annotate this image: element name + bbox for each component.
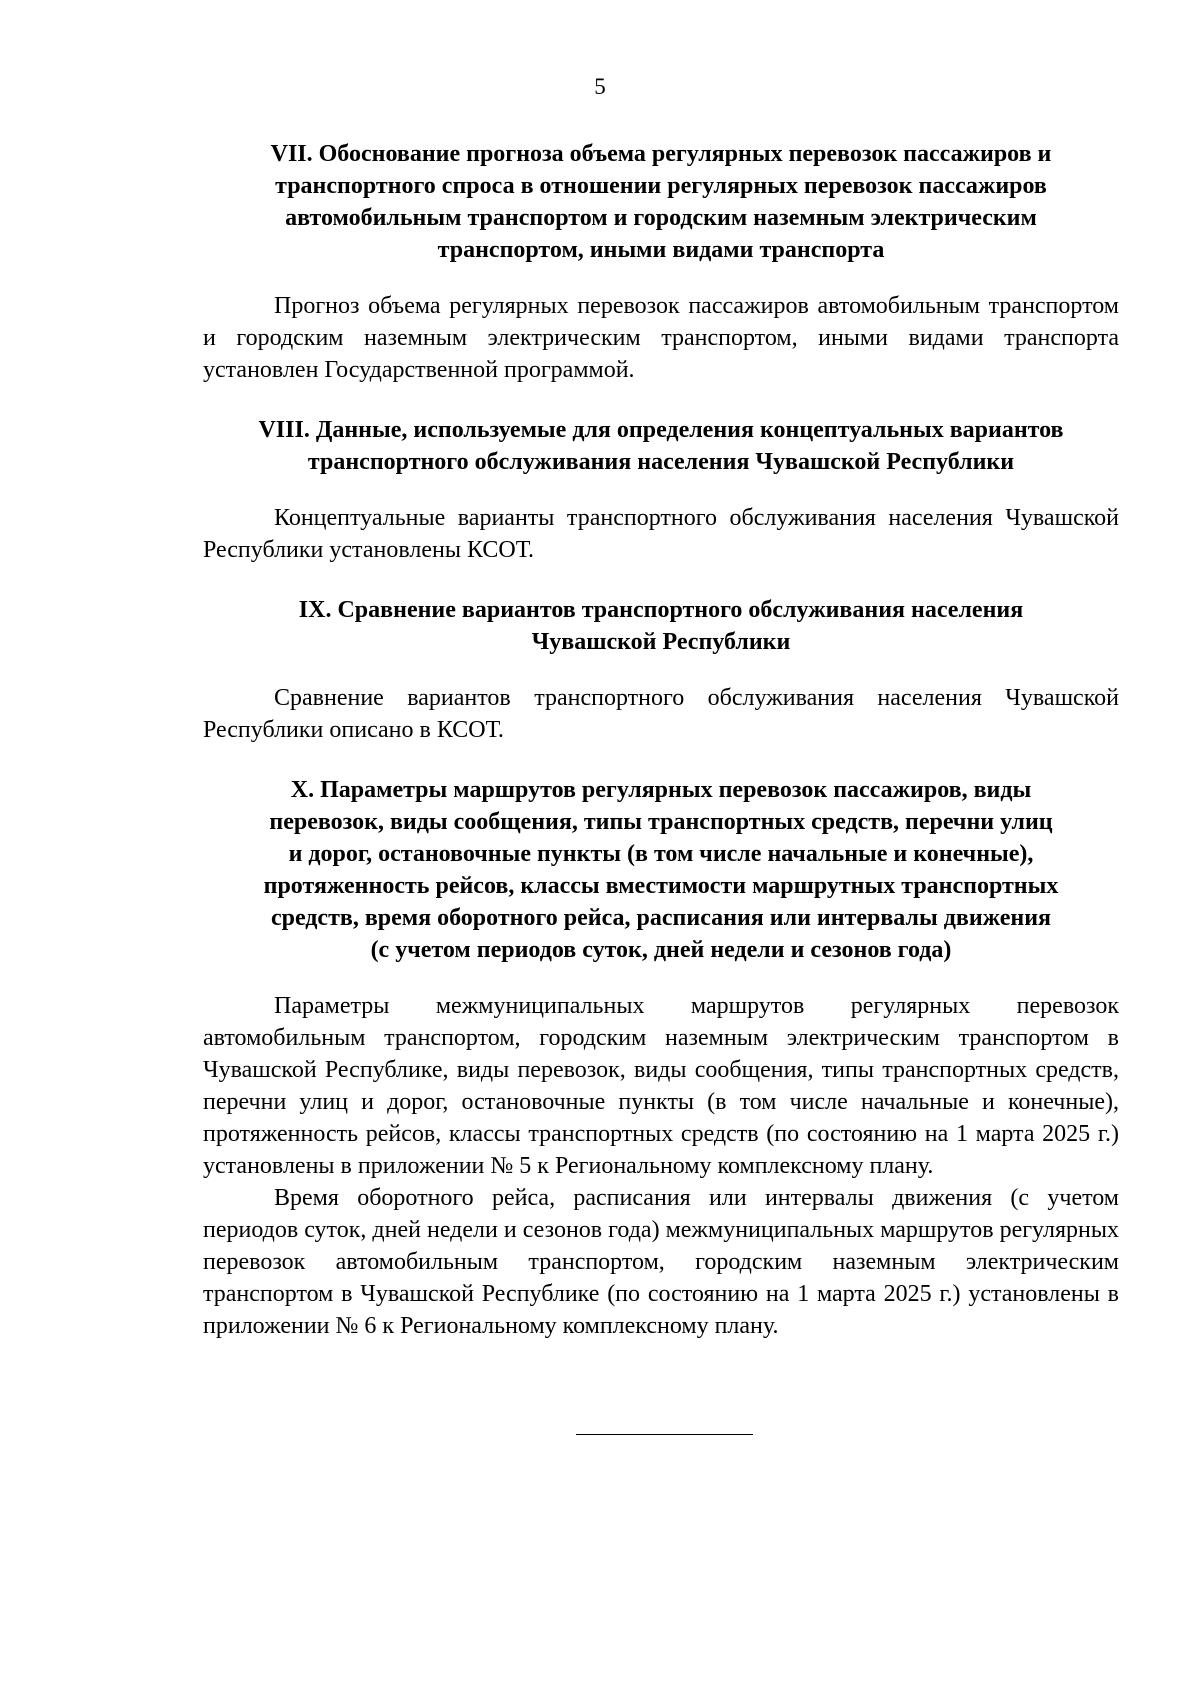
heading-line: VII. Обоснование прогноза объема регулярных перевозок пассажиров и [270,141,1052,167]
section-x [203,774,1119,1342]
section-viii [203,414,1119,566]
heading-line: транспортного спроса в отношении регулярных перевозок пассажиров [275,173,1047,199]
heading-line: и дорог, остановочные пункты (в том числе начальные и конечные), [288,841,1034,867]
end-of-document-rule [576,1434,753,1435]
heading-line: VIII. Данные, используемые для определения концептуальных вариантов [258,417,1064,443]
heading-line: Чувашской Республики [531,629,791,655]
heading-line: транспортом, иными видами транспорта [437,237,885,263]
paragraph: Сравнение вариантов транспортного обслуживания населения Чувашской Республики описано в КСОТ. [203,685,1119,743]
heading-line: средств, время оборотного рейса, расписания или интервалы движения [270,905,1052,931]
heading-line: (с учетом периодов суток, дней недели и сезонов года) [370,937,952,963]
paragraph: Параметры межмуниципальных маршрутов регулярных перевозок автомобильным транспортом, городским наземным электрическим транспортом в Чувашской Республике, виды перевозок, виды сообщения, типы транспортных средств, перечни улиц и дорог, остановочные пункты (в том числе начальные и конечные), протяженность рейсов, классы транспортных средств (по состоянию на 1 марта 2025 г.) установлены в приложении № 5 к Региональному комплексному плану. [203,993,1119,1179]
page-number: 5 [594,74,606,99]
section-heading [203,774,1119,966]
heading-line: транспортного обслуживания населения Чувашской Республики [307,449,1015,475]
paragraph: Прогноз объема регулярных перевозок пассажиров автомобильным транспортом и городским наземным электрическим транспортом, иными видами транспорта установлен Государственной программой. [203,293,1119,383]
heading-line: X. Параметры маршрутов регулярных перевозок пассажиров, виды [290,777,1032,803]
section-vii [203,138,1119,386]
heading-line: протяженность рейсов, классы вместимости маршрутных транспортных [263,873,1059,899]
heading-line: автомобильным транспортом и городским наземным электрическим [285,205,1037,231]
document-body [203,138,1119,1342]
heading-line: перевозок, виды сообщения, типы транспортных средств, перечни улиц [269,809,1053,835]
section-heading [203,594,1119,658]
section-heading [203,414,1119,478]
heading-line: IX. Сравнение вариантов транспортного обслуживания населения [298,597,1024,623]
section-heading [203,138,1119,266]
paragraph: Время оборотного рейса, расписания или интервалы движения (с учетом периодов суток, дней недели и сезонов года) межмуниципальных маршрутов регулярных перевозок автомобильным транспортом, городским наземным электрическим транспортом в Чувашской Республике (по состоянию на 1 марта 2025 г.) установлены в приложении № 6 к Региональному комплексному плану. [203,1185,1119,1339]
paragraph: Концептуальные варианты транспортного обслуживания населения Чувашской Республики установлены КСОТ. [203,505,1119,563]
section-ix [203,594,1119,746]
